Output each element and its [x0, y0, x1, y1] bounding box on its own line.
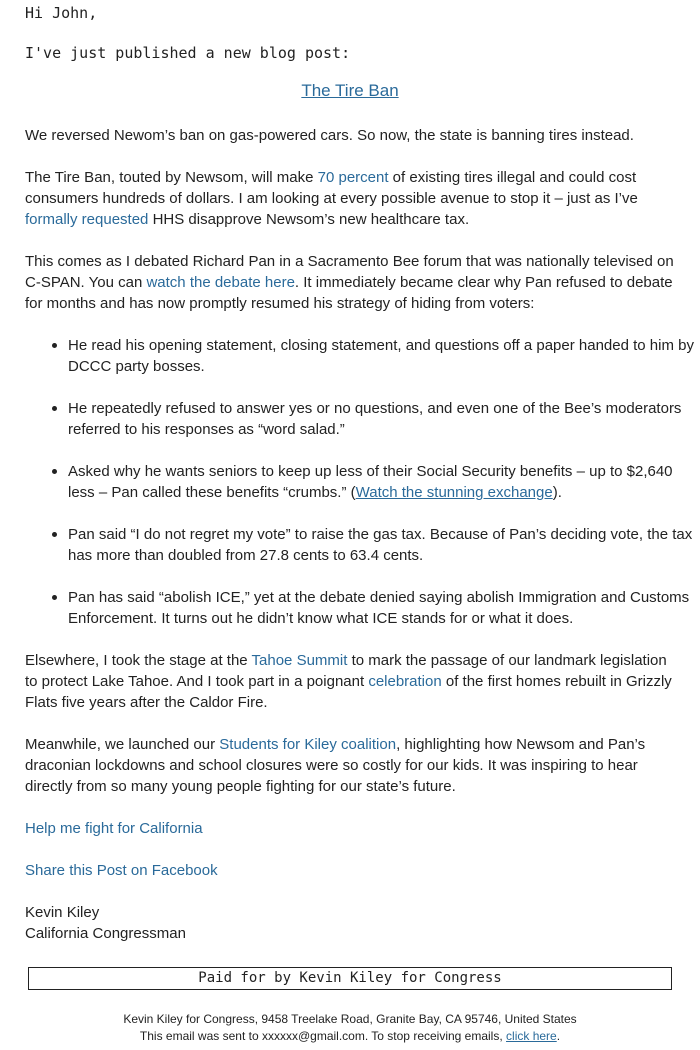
list-item: Pan has said “abolish ICE,” yet at the debate denied saying abolish Immigration and Customs Enforcement. It turns out he didn’t know what ICE stands for or what it does.: [45, 587, 700, 629]
link-formally-requested[interactable]: formally requested: [25, 211, 149, 228]
share-facebook-link[interactable]: Share this Post on Facebook: [25, 862, 218, 879]
signature-title: California Congressman: [25, 925, 186, 942]
footer-unsubscribe-line: [0, 1028, 700, 1045]
p3-text-b: . It immediately became clear why Pan refused to debate for months and has now promptly resumed his strategy of hiding from voters:: [25, 274, 673, 312]
p2-text-a: The Tire Ban, touted by Newsom, will make: [25, 169, 318, 186]
post-title: [0, 80, 700, 102]
p2-text-c: HHS disapprove Newsom’s new healthcare tax.: [148, 211, 470, 228]
list-item: [45, 461, 700, 503]
paragraph-debate: [25, 251, 680, 314]
post-title-link[interactable]: The Tire Ban: [301, 81, 399, 100]
footer-sent-text-a: This email was sent to: [139, 1029, 262, 1043]
b3-text-a: Asked why he wants seniors to keep up less of their Social Security benefits – up to $2,640 less – Pan called these benefits “crumbs.” (: [68, 463, 673, 501]
list-item: He repeatedly refused to answer yes or no questions, and even one of the Bee’s moderators referred to his responses as “word salad.”: [45, 398, 700, 440]
p5-text-b: , highlighting how Newsom and Pan’s draconian lockdowns and school closures were so costly for our kids. It was inspiring to hear directly from so many young people fighting for our state’s future.: [25, 736, 646, 795]
p4-text-c: of the first homes rebuilt in Grizzly Flats five years after the Caldor Fire.: [25, 673, 672, 711]
paragraph-tire-ban: [25, 167, 680, 230]
p5-text-a: Meanwhile, we launched our: [25, 736, 220, 753]
unsubscribe-link[interactable]: click here: [506, 1029, 557, 1043]
paragraph-students: [25, 734, 680, 797]
help-fight-link[interactable]: Help me fight for California: [25, 820, 203, 837]
footer-sent-text-b: . To stop receiving emails,: [364, 1029, 507, 1043]
signature-name: Kevin Kiley: [25, 904, 100, 921]
p4-text-a: Elsewhere, I took the stage at the: [25, 652, 252, 669]
paragraph-tahoe: [25, 650, 680, 713]
p4-text-b: to mark the passage of our landmark legislation to protect Lake Tahoe. And I took part in a poignant: [25, 652, 667, 690]
p3-text-a: This comes as I debated Richard Pan in a Sacramento Bee forum that was nationally televised on C-SPAN. You can: [25, 253, 674, 291]
footer-email-address: xxxxxx@gmail.com: [261, 1029, 365, 1043]
cta-share: [25, 860, 218, 881]
greeting: Hi John,: [25, 4, 98, 22]
intro-text: I've just published a new blog post:: [25, 44, 351, 62]
b3-text-b: ).: [552, 484, 562, 501]
paragraph-tire-ban-intro: We reversed Newom’s ban on gas-powered cars. So now, the state is banning tires instead.: [25, 127, 634, 144]
list-item: Pan said “I do not regret my vote” to raise the gas tax. Because of Pan’s deciding vote, the tax has more than doubled from 27.8 cents to 63.4 cents.: [45, 524, 700, 566]
p2-text-b: of existing tires illegal and could cost consumers hundreds of dollars. I am looking at every possible avenue to stop it – just as I’ve: [25, 169, 638, 207]
link-70-percent[interactable]: 70 percent: [317, 169, 389, 186]
link-tahoe-summit[interactable]: Tahoe Summit: [251, 652, 348, 669]
list-item: He read his opening statement, closing statement, and questions off a paper handed to him by DCCC party bosses.: [45, 335, 700, 377]
footer-address: Kevin Kiley for Congress, 9458 Treelake Road, Granite Bay, CA 95746, United States: [123, 1012, 577, 1026]
link-watch-exchange[interactable]: Watch the stunning exchange: [355, 484, 553, 501]
cta-fight: [25, 818, 203, 839]
link-students-for-kiley[interactable]: Students for Kiley coalition: [219, 736, 397, 753]
link-celebration[interactable]: celebration: [368, 673, 442, 690]
footer-sent-text-c: .: [556, 1029, 561, 1043]
paid-for-disclaimer: Paid for by Kevin Kiley for Congress: [28, 967, 672, 990]
link-watch-debate[interactable]: watch the debate here: [146, 274, 295, 291]
